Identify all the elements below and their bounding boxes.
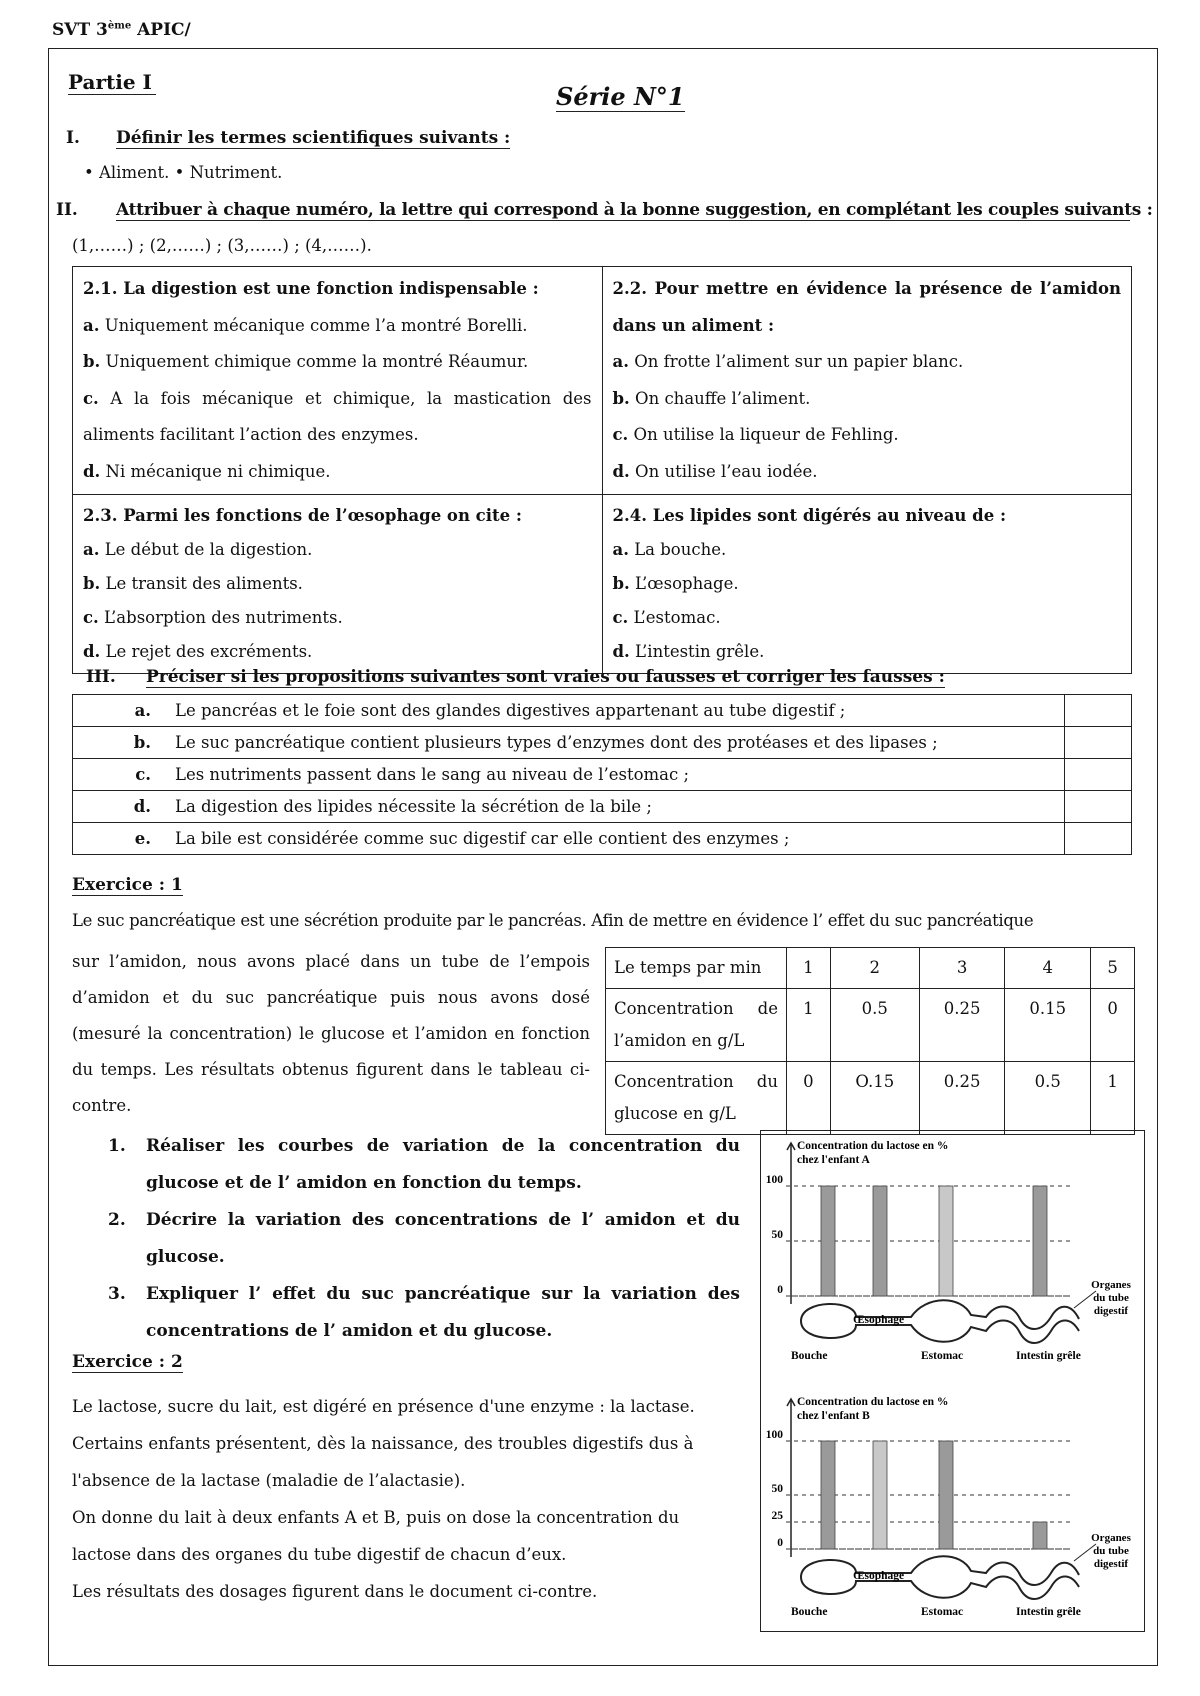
x-axis-label: digestif <box>1093 1558 1129 1570</box>
option-letter: b. <box>612 574 630 593</box>
table-cell: 0.25 <box>919 1062 1005 1135</box>
table-cell: 0.5 <box>830 989 919 1062</box>
option-letter: a. <box>83 540 100 559</box>
table-row <box>606 1062 1135 1135</box>
table-row <box>73 759 1132 791</box>
bar <box>1033 1522 1047 1549</box>
table-row <box>606 989 1135 1062</box>
table-row <box>73 823 1132 855</box>
class-header: SVT 3ème APIC/ <box>52 20 191 40</box>
y-tick-label: 100 <box>765 1429 783 1441</box>
option-letter: a. <box>612 540 629 559</box>
option-letter: b. <box>612 388 630 408</box>
exercise2-paragraph <box>72 1388 752 1610</box>
bar <box>1033 1186 1047 1296</box>
bar <box>939 1186 953 1296</box>
option-letter: c. <box>612 425 629 444</box>
qcm-cell-2-4 <box>602 495 1132 674</box>
table-cell: 1 <box>1091 1062 1135 1135</box>
exercise1-title: Exercice : 1 <box>72 875 183 895</box>
qcm-question-title: 2.4. Les lipides sont digérés au niveau de : <box>612 506 1007 525</box>
organ-label-bouche: Bouche <box>791 1350 828 1362</box>
text-line: Les résultats des dosages figurent dans le document ci-contre. <box>72 1582 598 1601</box>
item-letter: c. <box>73 759 168 791</box>
organ-label-oesophage: Œsophage <box>853 1314 905 1326</box>
option-text: L’intestin grêle. <box>635 642 765 661</box>
text-line: Le lactose, sucre du lait, est digéré en présence d'une enzyme : la lactase. <box>72 1397 695 1416</box>
x-axis-label: du tube <box>1093 1292 1129 1304</box>
partie-label: Partie I <box>68 70 156 95</box>
section1-number: I. <box>66 128 80 148</box>
option-letter: d. <box>83 642 101 661</box>
option-letter: c. <box>612 608 629 627</box>
option-text: Le transit des aliments. <box>105 574 303 593</box>
answer-cell[interactable] <box>1065 823 1132 855</box>
y-tick-label: 50 <box>771 1229 783 1241</box>
digestive-tract-lower <box>801 1321 1079 1344</box>
organ-label-intestin: Intestin grêle <box>1016 1606 1081 1618</box>
option-letter: c. <box>83 608 99 627</box>
list-item: 1. Réaliser les courbes de variation de la concentration du glucose et de l’ amidon en fonction du temps. <box>108 1136 740 1193</box>
x-axis-label: du tube <box>1093 1545 1129 1557</box>
y-tick-label: 100 <box>765 1174 783 1186</box>
option-letter: b. <box>83 574 101 593</box>
option-letter: b. <box>83 352 101 371</box>
option-letter: a. <box>612 352 629 371</box>
option-letter: d. <box>612 642 630 661</box>
qcm-question-title: 2.1. La digestion est une fonction indispensable : <box>83 279 539 298</box>
x-axis-label: Organes <box>1091 1279 1131 1291</box>
table-row <box>73 695 1132 727</box>
item-text: Les nutriments passent dans le sang au niveau de l’estomac ; <box>167 759 1065 791</box>
chart-title: Concentration du lactose en % <box>797 1140 949 1152</box>
table-cell: 5 <box>1091 948 1135 989</box>
y-tick-label: 0 <box>777 1537 783 1549</box>
option-letter: a. <box>83 315 100 335</box>
page-title: Série N°1 <box>556 82 685 111</box>
y-tick-label: 25 <box>771 1510 783 1522</box>
table-cell: 0 <box>1091 989 1135 1062</box>
table-cell: 4 <box>1005 948 1091 989</box>
table-cell: 1 <box>787 989 831 1062</box>
answer-cell[interactable] <box>1065 695 1132 727</box>
exercise2-title: Exercice : 2 <box>72 1352 183 1372</box>
option-text: On frotte l’aliment sur un papier blanc. <box>634 352 964 371</box>
answer-cell[interactable] <box>1065 759 1132 791</box>
row-header: Concentration de l’amidon en g/L <box>606 989 787 1062</box>
item-text: La bile est considérée comme suc digestif car elle contient des enzymes ; <box>167 823 1065 855</box>
table-cell: 0.15 <box>1005 989 1091 1062</box>
text-line: lactose dans des organes du tube digestif de chacun d’eux. <box>72 1545 567 1564</box>
bar <box>873 1186 887 1296</box>
option-text: On utilise l’eau iodée. <box>635 461 818 481</box>
answer-cell[interactable] <box>1065 791 1132 823</box>
organ-label-estomac: Estomac <box>921 1606 964 1618</box>
bar <box>821 1441 835 1549</box>
item-letter: a. <box>73 695 168 727</box>
digestive-tract-upper <box>801 1300 1079 1329</box>
option-letter: c. <box>83 388 99 408</box>
section2-number: II. <box>56 200 78 220</box>
table-cell: 3 <box>919 948 1005 989</box>
table-cell: 1 <box>787 948 831 989</box>
digestive-tract-lower <box>801 1577 1079 1600</box>
chart-title: chez l'enfant B <box>797 1410 870 1422</box>
qcm-question-title: 2.2. Pour mettre en évidence la présence de l’amidon dans un aliment : <box>612 279 1121 335</box>
section2-pairs: (1,……) ; (2,……) ; (3,……) ; (4,……). <box>72 236 372 255</box>
organ-label-estomac: Estomac <box>921 1350 964 1362</box>
option-text: Uniquement mécanique comme l’a montré Borelli. <box>104 315 528 335</box>
x-axis-label: Organes <box>1091 1532 1131 1544</box>
section3-number: III. <box>86 667 116 687</box>
bar <box>821 1186 835 1296</box>
option-text: A la fois mécanique et chimique, la mastication des aliments facilitant l’action des enzymes. <box>83 388 592 444</box>
qcm-cell-2-3 <box>73 495 603 674</box>
option-text: L’absorption des nutriments. <box>104 608 343 627</box>
option-text: Le rejet des excréments. <box>105 642 313 661</box>
lactose-charts <box>761 1131 1144 1631</box>
answer-cell[interactable] <box>1065 727 1132 759</box>
digestive-tract-upper <box>801 1556 1079 1585</box>
exercise1-intro: Le suc pancréatique est une sécrétion produite par le pancréas. Afin de mettre en évidence l’ effet du suc pancréatique <box>72 911 1034 930</box>
lactose-document <box>760 1130 1145 1632</box>
option-text: On chauffe l’aliment. <box>635 388 811 408</box>
section1-terms: • Aliment. • Nutriment. <box>84 163 283 182</box>
table-cell: O.15 <box>830 1062 919 1135</box>
option-text: Uniquement chimique comme la montré Réaumur. <box>105 352 529 371</box>
bar <box>939 1441 953 1549</box>
text-line: On donne du lait à deux enfants A et B, puis on dose la concentration du <box>72 1508 680 1527</box>
measurements-table <box>605 947 1135 1135</box>
section1-title: Définir les termes scientifiques suivants : <box>116 128 511 148</box>
item-text: Le suc pancréatique contient plusieurs types d’enzymes dont des protéases et des lipases ; <box>167 727 1065 759</box>
text-line: Certains enfants présentent, dès la naissance, des troubles digestifs dus à <box>72 1434 694 1453</box>
option-letter: d. <box>83 461 101 481</box>
qcm-question-title: 2.3. Parmi les fonctions de l’œsophage on cite : <box>83 506 522 525</box>
row-header: Concentration du glucose en g/L <box>606 1062 787 1135</box>
option-text: L’estomac. <box>633 608 721 627</box>
item-letter: d. <box>73 791 168 823</box>
table-row <box>73 727 1132 759</box>
table-row <box>606 948 1135 989</box>
option-text: On utilise la liqueur de Fehling. <box>633 425 899 444</box>
list-item: 2. Décrire la variation des concentrations de l’ amidon et du glucose. <box>108 1210 740 1267</box>
y-tick-label: 0 <box>777 1284 783 1296</box>
option-text: La bouche. <box>634 540 727 559</box>
bar <box>873 1441 887 1549</box>
item-text: Le pancréas et le foie sont des glandes digestives appartenant au tube digestif ; <box>167 695 1065 727</box>
section3-title: Préciser si les propositions suivantes sont vraies ou fausses et corriger les fausses : <box>146 667 945 687</box>
true-false-table <box>72 694 1132 855</box>
row-header: Le temps par min <box>606 948 787 989</box>
organ-label-bouche: Bouche <box>791 1606 828 1618</box>
exercise1-paragraph: sur l’amidon, nous avons placé dans un tube de l’empois d’amidon et du suc pancréatique puis nous avons dosé (mesuré la concentration) le glucose et l’amidon en fonction du temps. Les résultats obtenus figurent dans le tableau ci-contre. <box>72 952 590 1115</box>
table-cell: 0.25 <box>919 989 1005 1062</box>
table-row <box>73 791 1132 823</box>
item-text: La digestion des lipides nécessite la sécrétion de la bile ; <box>167 791 1065 823</box>
qcm-cell-2-1 <box>73 267 603 495</box>
list-item: 3. Expliquer l’ effet du suc pancréatique sur la variation des concentrations de l’ amidon et du glucose. <box>108 1284 740 1341</box>
text-line: l'absence de la lactase (maladie de l’alactasie). <box>72 1471 466 1490</box>
organ-label-oesophage: Œsophage <box>853 1570 905 1582</box>
option-text: L’œsophage. <box>635 574 739 593</box>
exercise1-questions <box>108 1128 740 1350</box>
x-axis-label: digestif <box>1093 1305 1129 1317</box>
item-letter: b. <box>73 727 168 759</box>
item-letter: e. <box>73 823 168 855</box>
section2-title: Attribuer à chaque numéro, la lettre qui correspond à la bonne suggestion, en complétant les couples suivants : <box>116 200 1153 220</box>
option-letter: d. <box>612 461 630 481</box>
chart-title: Concentration du lactose en % <box>797 1396 949 1408</box>
table-cell: 0.5 <box>1005 1062 1091 1135</box>
table-cell: 0 <box>787 1062 831 1135</box>
option-text: Le début de la digestion. <box>104 540 313 559</box>
qcm-table <box>72 266 1132 674</box>
organ-label-intestin: Intestin grêle <box>1016 1350 1081 1362</box>
qcm-cell-2-2 <box>602 267 1132 495</box>
chart-title: chez l'enfant A <box>797 1154 870 1166</box>
y-tick-label: 50 <box>771 1483 783 1495</box>
table-cell: 2 <box>830 948 919 989</box>
option-text: Ni mécanique ni chimique. <box>105 461 331 481</box>
